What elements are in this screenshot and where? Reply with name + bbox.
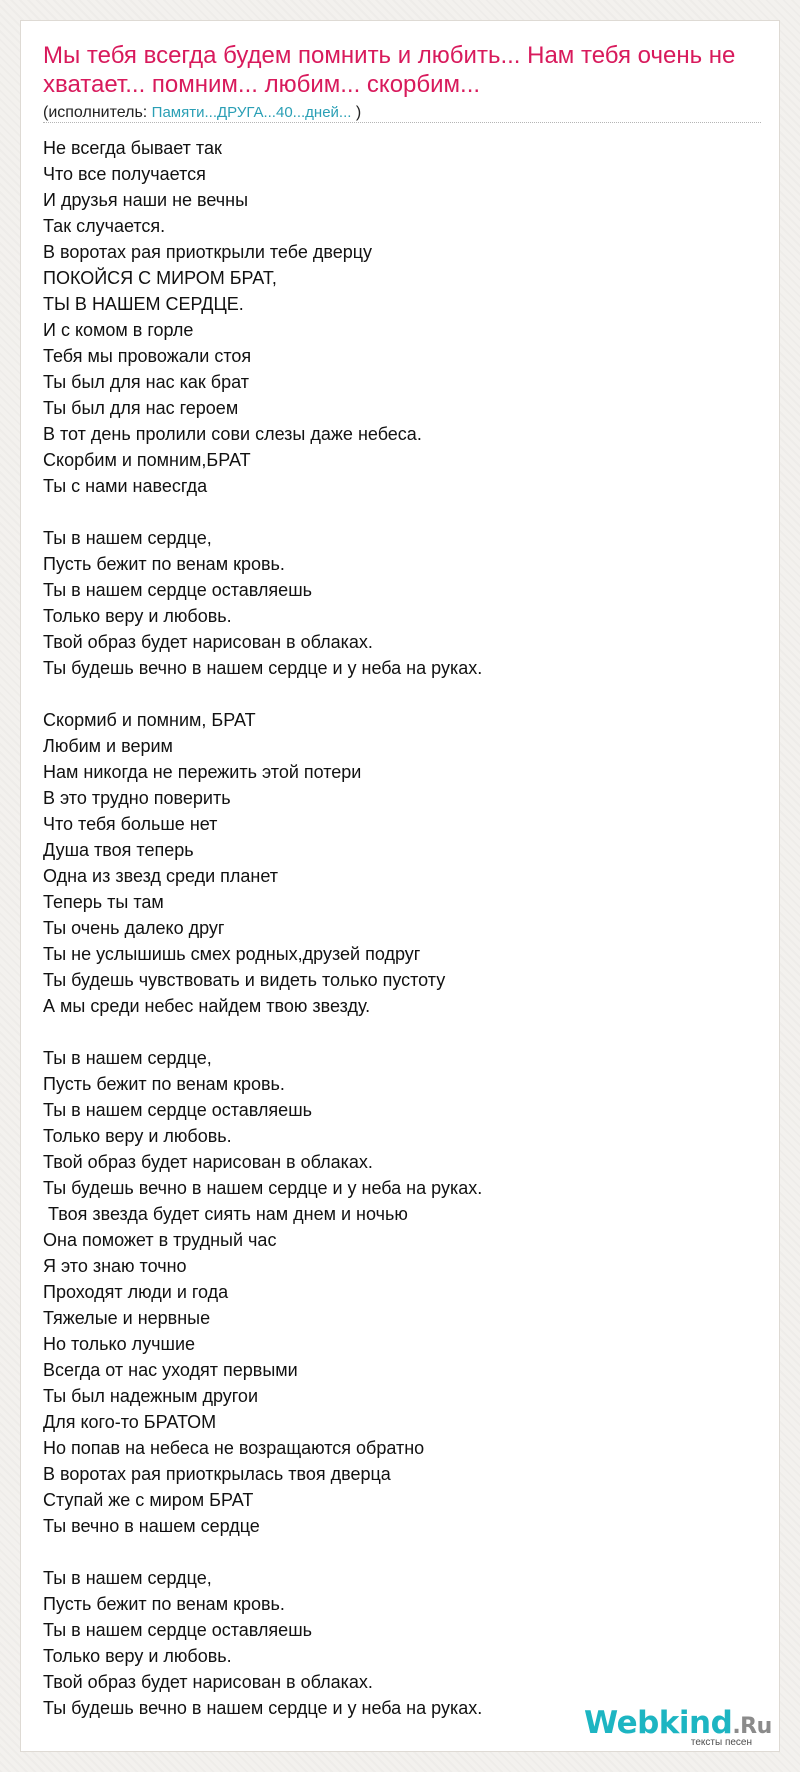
logo-tld: .Ru xyxy=(732,1714,772,1739)
lyrics-text: Не всегда бывает так Что все получается И друзья наши не вечны Так случается. В воротах рая приоткрыли тебе дверцу ПОКОЙСЯ С МИРОМ БРАТ, ТЫ В НАШЕМ СЕРДЦЕ. И с комом в горле Тебя мы провожали стоя Ты был для нас как брат Ты был для нас героем В тот день пролили сови слезы даже небеса. Скорбим и помним,БРАТ Ты с нами навесгда Ты в нашем сердце, Пусть бежит по венам кровь. Ты в нашем сердце оставляешь Только веру и любовь. Твой образ будет нарисован в облаках. Ты будешь вечно в нашем сердце и у неба на руках. Скормиб и помним, БРАТ Любим и верим Нам никогда не пережить этой потери В это трудно поверить Что тебя больше нет Душа твоя теперь Одна из звезд среди планет Теперь ты там Ты очень далеко друг Ты не услышишь смех родных,друзей подруг Ты будешь чувствовать и видеть только пустоту А мы среди небес найдем твою звезду. Ты в нашем сердце, Пусть бежит по венам кровь. Ты в нашем сердце оставляешь Только веру и любовь. Твой образ будет нарисован в облаках. Ты будешь вечно в нашем сердце и у неба на руках. Твоя звезда будет сиять нам днем и ночью Она поможет в трудный час Я это знаю точно Проходят люди и года Тяжелые и нервные Но только лучшие Всегда от нас уходят первыми Ты был надежным другои Для кого-то БРАТОМ Но попав на небеса не возращаются обратно В воротах рая приоткрылась твоя дверца Ступай же с миром БРАТ Ты вечно в нашем сердце Ты в нашем сердце, Пусть бежит по венам кровь. Ты в нашем сердце оставляешь Только веру и любовь. Твой образ будет нарисован в облаках. Ты будешь вечно в нашем сердце и у неба на руках. xyxy=(43,138,483,1718)
lyrics-card xyxy=(20,20,780,1752)
logo-tagline: тексты песен xyxy=(690,1737,752,1748)
title-divider xyxy=(43,122,761,123)
logo-brand: Webkind xyxy=(584,1705,733,1741)
song-title: Мы тебя всегда будем помнить и любить... Нам тебя очень не хватает... помним... любим... скорбим... xyxy=(43,42,736,98)
site-logo[interactable] xyxy=(584,1706,774,1748)
artist-line xyxy=(43,103,361,123)
artist-link[interactable]: Памяти...ДРУГА...40...дней... xyxy=(151,104,352,121)
artist-suffix: ) xyxy=(351,104,362,121)
artist-prefix: (исполнитель: xyxy=(43,104,152,121)
